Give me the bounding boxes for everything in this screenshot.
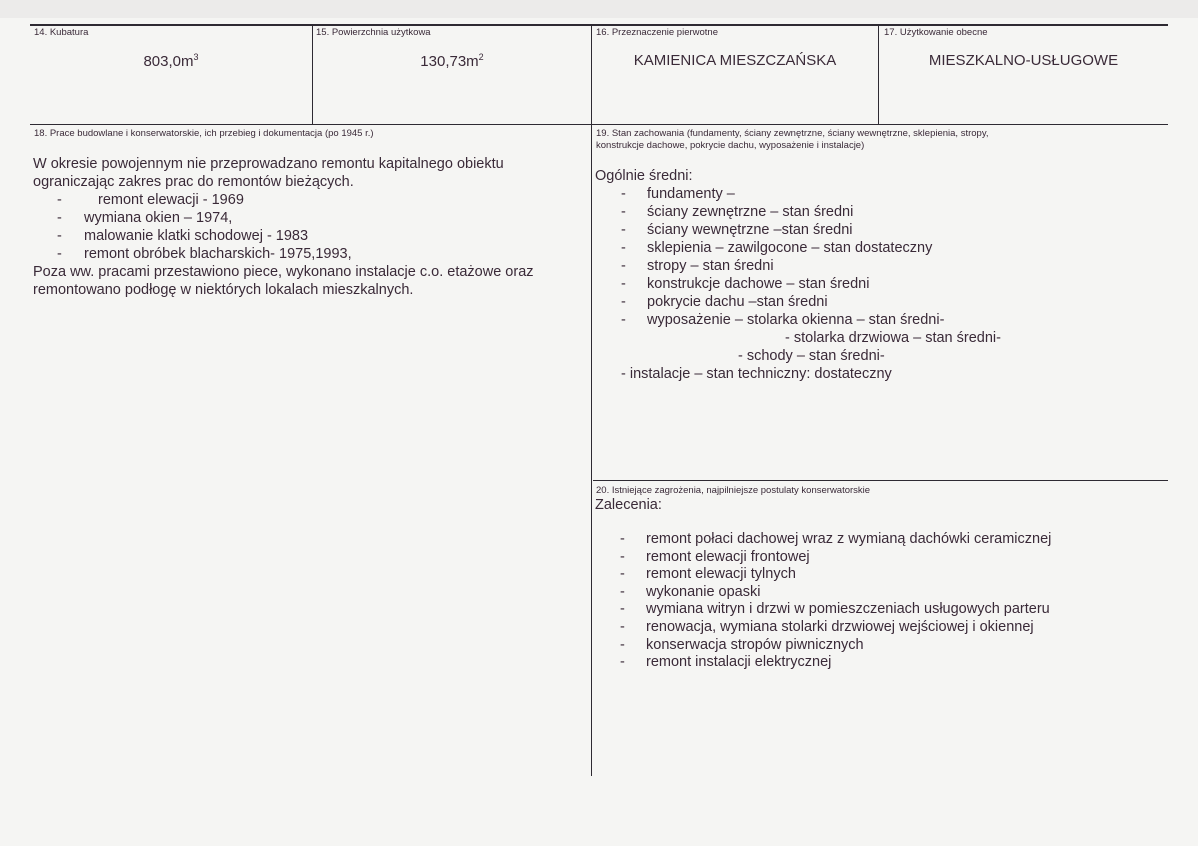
list-item: - ściany wewnętrzne –stan średni [621,222,853,238]
list-item: - instalacje – stan techniczny: dostateczny [621,366,892,382]
field-16-value: KAMIENICA MIESZCZAŃSKA [633,52,837,69]
list-sub-item: - stolarka drzwiowa – stan średni- [785,330,1001,346]
list-item: - remont elewacji tylnych [620,566,796,583]
top-edge [0,0,1198,18]
list-item: - wymiana okien – 1974, [57,210,233,226]
field-15-value: $130,73m^2$ [420,52,484,70]
field-15-label: 15. Powierzchnia użytkowa [316,27,431,38]
list-item: - konserwacja stropów piwnicznych [620,636,864,653]
list-item: - remont instalacji elektrycznej [620,654,832,671]
list-item: - remont obróbek blacharskich- 1975,1993, [57,246,352,262]
section-18-outro-2: remontowano podłogę w niektórych lokalach mieszkalnych. [33,282,414,298]
field-17-label: 17. Użytkowanie obecne [884,27,988,38]
field-17-value: MIESZKALNO-USŁUGOWE [928,52,1119,69]
list-item: - wyposażenie – stolarka okienna – stan średni- [621,312,945,328]
section-18-outro-1: Poza ww. pracami przestawiono piece, wykonano instalacje c.o. etażowe oraz [33,264,534,280]
list-item: - remont elewacji - 1969 [57,192,244,208]
center-divider [591,24,592,776]
section-18-intro-2: ograniczając zakres prac do remontów bieżących. [33,174,354,190]
list-item: - sklepienia – zawilgocone – stan dostateczny [621,240,933,256]
section-19-content [595,167,1001,383]
section-20-list [594,531,1051,672]
list-item: - renowacja, wymiana stolarki drzwiowej wejściowej i okiennej [620,618,1034,635]
field-14-label: 14. Kubatura [34,27,89,38]
section-19-label-2: konstrukcje dachowe, pokrycie dachu, wyposażenie i instalacje) [596,139,865,151]
top-rule [30,24,1168,26]
list-item: - konstrukcje dachowe – stan średni [621,276,870,292]
col-divider-17 [878,24,879,125]
list-item: - pokrycie dachu –stan średni [621,294,828,310]
section-20-divider [593,480,1168,481]
row-divider [30,124,1168,125]
list-item: - wykonanie opaski [620,583,761,600]
section-18-content [33,155,534,299]
list-item: - remont połaci dachowej wraz z wymianą dachówki ceramicznej [620,531,1052,547]
list-item: - malowanie klatki schodowej - 1983 [57,228,309,244]
field-14-value: $803,0m^3$ [143,52,199,70]
list-sub-item: - schody – stan średni- [738,348,885,364]
field-16-label: 16. Przeznaczenie pierwotne [596,27,718,38]
list-item: - ściany zewnętrzne – stan średni [621,204,854,220]
section-18-label: 18. Prace budowlane i konserwatorskie, ich przebieg i dokumentacja (po 1945 r.) [34,128,374,139]
list-item: - stropy – stan średni [621,258,774,274]
section-19-heading: Ogólnie średni: [595,168,693,184]
section-20-label: 20. Istniejące zagrożenia, najpilniejsze postulaty konserwatorskie [596,485,871,496]
section-20-heading: Zalecenia: [595,497,662,513]
section-19-label-1: 19. Stan zachowania (fundamenty, ściany zewnętrzne, ściany wewnętrzne, sklepienia, stropy, [596,128,989,139]
section-18-intro-1: W okresie powojennym nie przeprowadzano remontu kapitalnego obiektu [33,156,504,172]
col-divider-15 [312,24,313,125]
list-item: - wymiana witryn i drzwi w pomieszczeniach usługowych parteru [620,601,1050,618]
list-item: - remont elewacji frontowej [620,548,810,565]
list-item: - fundamenty – [621,186,735,202]
